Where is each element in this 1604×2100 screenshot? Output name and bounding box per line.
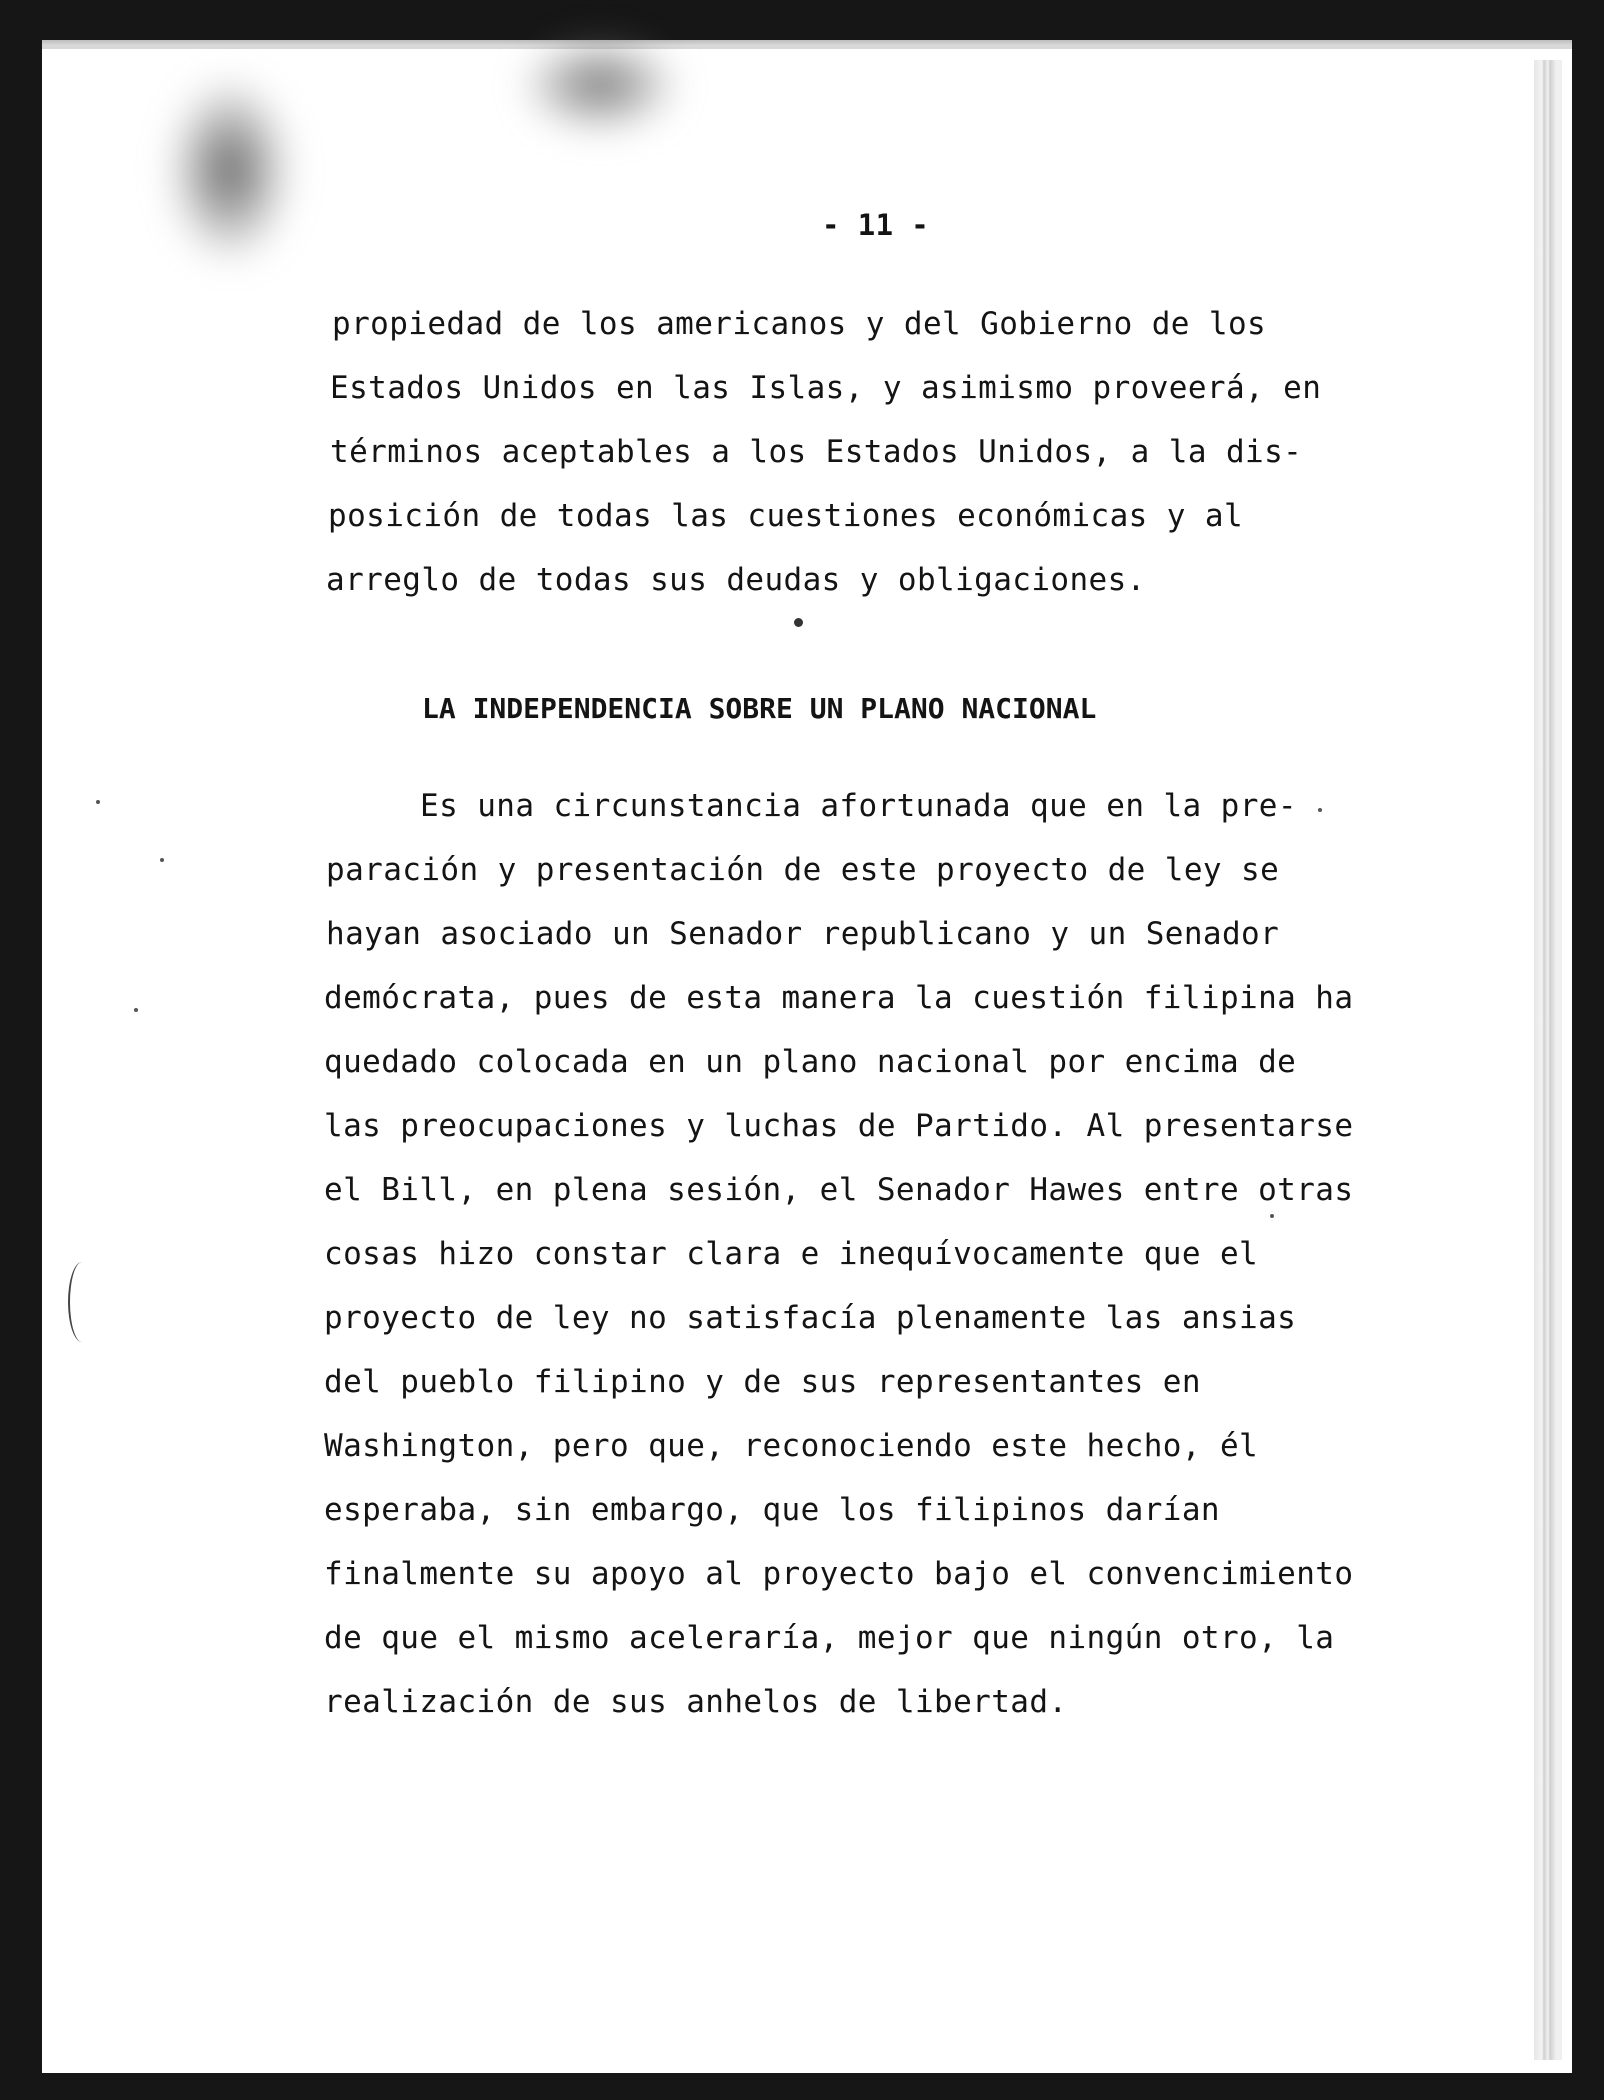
section-heading: LA INDEPENDENCIA SOBRE UN PLANO NACIONAL <box>422 692 1097 725</box>
paragraph-line: el Bill, en plena sesión, el Senador Hawes entre otras <box>324 1172 1354 1208</box>
bullet-mark <box>794 618 803 627</box>
paragraph-line: Washington, pero que, reconociendo este hecho, él <box>324 1428 1259 1464</box>
paragraph-line: finalmente su apoyo al proyecto bajo el convencimiento <box>324 1556 1354 1592</box>
paragraph-line: propiedad de los americanos y del Gobierno de los <box>332 306 1267 342</box>
dust-speck <box>1318 808 1322 812</box>
paragraph-line: de que el mismo aceleraría, mejor que ningún otro, la <box>324 1620 1335 1656</box>
paragraph-line: Estados Unidos en las Islas, y asimismo proveerá, en <box>330 370 1322 406</box>
paragraph-line: del pueblo filipino y de sus representantes en <box>324 1364 1201 1400</box>
dust-speck <box>96 800 100 804</box>
paragraph-line: realización de sus anhelos de libertad. <box>324 1684 1068 1720</box>
page-stack-edge <box>1534 60 1562 2060</box>
paragraph-line: términos aceptables a los Estados Unidos, a la dis- <box>330 434 1303 470</box>
paragraph-line: las preocupaciones y luchas de Partido. Al presentarse <box>324 1108 1354 1144</box>
page-number: - 11 - <box>822 208 930 242</box>
paragraph-line: posición de todas las cuestiones económicas y al <box>328 498 1244 534</box>
paragraph-line: paración y presentación de este proyecto de ley se <box>326 852 1280 888</box>
paragraph-line: Es una circunstancia afortunada que en la pre- <box>420 788 1297 824</box>
dust-speck <box>160 858 164 862</box>
paragraph-line: arreglo de todas sus deudas y obligaciones. <box>326 562 1146 598</box>
paragraph-line: hayan asociado un Senador republicano y un Senador <box>326 916 1280 952</box>
paragraph-line: quedado colocada en un plano nacional por encima de <box>324 1044 1297 1080</box>
dust-speck <box>1270 1214 1274 1218</box>
dust-speck <box>134 1008 138 1012</box>
paragraph-line: demócrata, pues de esta manera la cuestión filipina ha <box>324 980 1354 1016</box>
paragraph-line: proyecto de ley no satisfacía plenamente las ansias <box>324 1300 1297 1336</box>
margin-pencil-mark <box>68 1262 96 1342</box>
paragraph-line: cosas hizo constar clara e inequívocamente que el <box>324 1236 1259 1272</box>
paragraph-line: esperaba, sin embargo, que los filipinos darían <box>324 1492 1220 1528</box>
